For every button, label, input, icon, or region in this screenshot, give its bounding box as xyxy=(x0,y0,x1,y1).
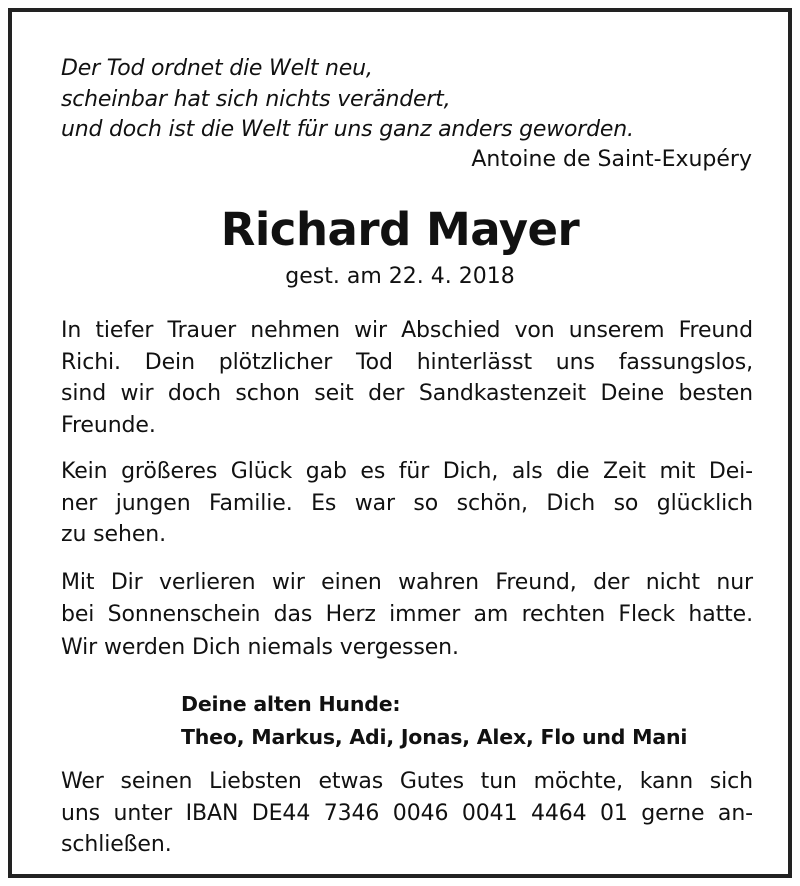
donation-line: Wer seinen Liebsten etwas Gutes tun möchte, kann sich xyxy=(61,769,753,794)
paragraph-friend xyxy=(61,567,753,630)
quote-line: Der Tod ordnet die Welt neu, xyxy=(61,56,373,81)
quote xyxy=(61,54,634,146)
obituary-content xyxy=(12,12,788,874)
donation-note xyxy=(61,766,753,861)
quote-author: Antoine de Saint-Exupéry xyxy=(471,147,752,172)
paragraph-line: ner jungen Familie. Es war so schön, Dich so glücklich xyxy=(61,490,753,516)
signature-heading: Deine alten Hunde: xyxy=(181,692,401,716)
paragraph-line: Kein größeres Glück gab es für Dich, als die Zeit mit Dei- xyxy=(61,459,753,484)
signature-names: Theo, Markus, Adi, Jonas, Alex, Flo und Mani xyxy=(181,725,688,749)
paragraph-line: Wir werden Dich niemals vergessen. xyxy=(61,635,459,660)
signature xyxy=(181,688,687,754)
donation-line: schließen. xyxy=(61,832,172,857)
paragraph-line: bei Sonnenschein das Herz immer am rechten Fleck hatte. xyxy=(61,601,753,627)
donation-line: uns unter IBAN DE44 7346 0046 0041 4464 01 gerne an- xyxy=(61,800,753,826)
paragraph-line: zu sehen. xyxy=(61,522,166,547)
paragraph-line: Mit Dir verlieren wir einen wahren Freund, der nicht nur xyxy=(61,570,753,595)
paragraph-line: Richi. Dein plötzlicher Tod hinterlässt uns fassungslos, xyxy=(61,349,753,375)
paragraph-line: Freunde. xyxy=(61,412,156,438)
paragraph-farewell xyxy=(61,315,753,441)
paragraph-family xyxy=(61,456,753,551)
obituary-frame xyxy=(8,8,792,878)
quote-line: und doch ist die Welt für uns ganz anders geworden. xyxy=(61,117,634,142)
paragraph-line: In tiefer Trauer nehmen wir Abschied von unserem Freund xyxy=(61,318,753,343)
paragraph-line: sind wir doch schon seit der Sandkastenzeit Deine besten xyxy=(61,381,753,406)
quote-line: scheinbar hat sich nichts verändert, xyxy=(61,86,451,112)
deceased-name: Richard Mayer xyxy=(220,203,580,256)
death-date: gest. am 22. 4. 2018 xyxy=(285,264,515,289)
paragraph-never-forget xyxy=(61,632,753,664)
